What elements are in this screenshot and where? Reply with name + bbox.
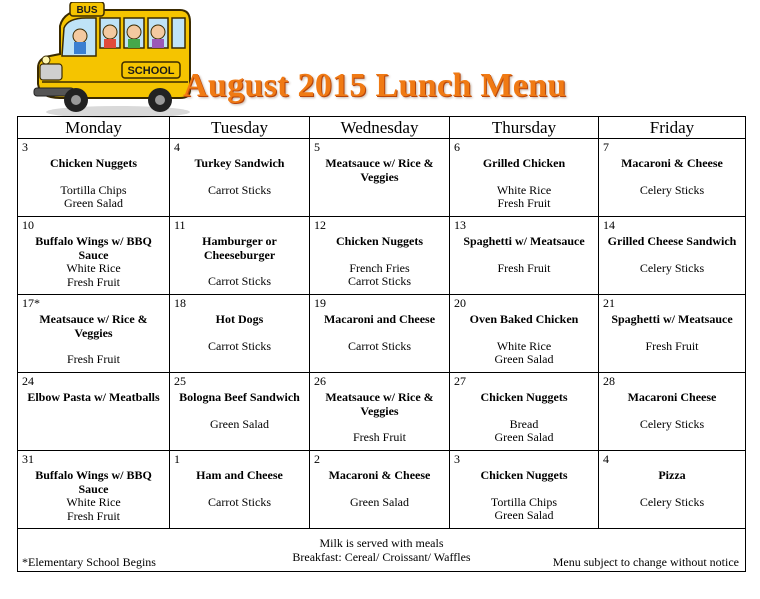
main-dish: Bologna Beef Sandwich (179, 390, 300, 404)
side-dish: White Rice (496, 182, 552, 197)
side-dish: Fresh Fruit (645, 338, 699, 353)
day-number: 4 (174, 140, 180, 154)
side-dish: White Rice (496, 338, 552, 353)
main-dish: Hot Dogs (215, 312, 264, 326)
day-cell (310, 295, 450, 373)
day-cell (170, 217, 310, 295)
main-dish: Chicken Nuggets (480, 390, 568, 404)
side-dish: Tortilla Chips (60, 182, 127, 197)
main-dish: Ham and Cheese (196, 468, 283, 482)
day-cell (599, 217, 746, 295)
main-dish: Buffalo Wings w/ BBQ Sauce (35, 468, 152, 496)
side-dish: Fresh Fruit (66, 352, 120, 366)
page-title: August 2015 Lunch Menu (183, 67, 567, 104)
change-note: Menu subject to change without notice (552, 554, 739, 569)
day-number: 7 (603, 140, 609, 154)
day-cell (450, 295, 599, 373)
day-cell (310, 451, 450, 529)
side-dish: Fresh Fruit (497, 196, 551, 210)
day-number: 25 (174, 374, 186, 388)
lunch-menu-calendar (17, 116, 746, 572)
weekday-header-row (18, 117, 746, 139)
side-dish: Carrot Sticks (208, 182, 271, 197)
day-cell (170, 139, 310, 217)
day-number: 2 (314, 452, 320, 466)
main-dish: Spaghetti w/ Meatsauce (611, 312, 733, 326)
day-number: 11 (174, 218, 186, 232)
side-dish: Green Salad (494, 352, 554, 366)
main-dish: Hamburger or Cheeseburger (202, 234, 277, 262)
day-cell (18, 295, 170, 373)
main-dish: Meatsauce w/ Rice & Veggies (325, 390, 434, 418)
day-number: 1 (174, 452, 180, 466)
side-dish: Carrot Sticks (348, 274, 411, 288)
week-row (18, 373, 746, 451)
weekday-header: Tuesday (170, 117, 310, 139)
day-cell (599, 451, 746, 529)
day-cell (170, 451, 310, 529)
side-dish: Green Salad (350, 494, 409, 509)
main-dish: Chicken Nuggets (49, 156, 137, 170)
week-row (18, 451, 746, 529)
day-number: 12 (314, 218, 326, 232)
side-dish: Green Salad (494, 508, 554, 522)
main-dish: Pizza (658, 468, 686, 482)
main-dish: Macaroni Cheese (627, 390, 717, 404)
day-cell (599, 373, 746, 451)
side-dish: Green Salad (64, 196, 123, 210)
day-number: 17* (22, 296, 40, 310)
weekday-header: Monday (18, 117, 170, 139)
side-dish: Celery Sticks (639, 182, 705, 197)
day-number: 31 (22, 452, 34, 466)
day-cell (450, 217, 599, 295)
day-number: 4 (603, 452, 609, 466)
main-dish: Chicken Nuggets (335, 234, 423, 248)
day-cell (18, 139, 170, 217)
week-row (18, 139, 746, 217)
week-row (18, 295, 746, 373)
side-dish: Tortilla Chips (490, 494, 558, 509)
footer-row (18, 529, 746, 572)
main-dish: Macaroni and Cheese (323, 312, 436, 326)
side-dish: Fresh Fruit (66, 274, 120, 289)
day-cell (18, 451, 170, 529)
bus-sign-text: BUS (76, 5, 98, 16)
main-dish: Meatsauce w/ Rice & Veggies (325, 156, 434, 184)
day-number: 27 (454, 374, 466, 388)
side-dish: Green Salad (210, 416, 269, 431)
side-dish: White Rice (66, 495, 121, 509)
day-cell (599, 139, 746, 217)
side-dish: Bread (509, 416, 539, 431)
day-cell (450, 451, 599, 529)
footer-notes (18, 529, 746, 572)
side-dish: White Rice (66, 261, 121, 275)
day-number: 5 (314, 140, 320, 154)
main-dish: Elbow Pasta w/ Meatballs (27, 390, 160, 404)
day-cell (170, 295, 310, 373)
bus-side-text: SCHOOL (127, 65, 175, 77)
day-number: 10 (22, 218, 34, 232)
main-dish: Chicken Nuggets (480, 468, 568, 482)
main-dish: Spaghetti w/ Meatsauce (463, 234, 585, 248)
main-dish: Macaroni & Cheese (621, 156, 723, 170)
milk-note: Milk is served with meals (319, 536, 444, 550)
side-dish: Carrot Sticks (208, 494, 271, 509)
day-cell (310, 217, 450, 295)
day-cell (450, 139, 599, 217)
side-dish: Carrot Sticks (208, 274, 271, 288)
day-number: 3 (22, 140, 28, 154)
school-bus-icon (30, 2, 196, 120)
elementary-note: *Elementary School Begins (22, 554, 156, 569)
main-dish: Grilled Cheese Sandwich (607, 234, 737, 248)
day-number: 14 (603, 218, 615, 232)
day-number: 3 (454, 452, 460, 466)
main-dish: Macaroni & Cheese (328, 468, 431, 482)
side-dish: Carrot Sticks (208, 338, 271, 353)
day-number: 28 (603, 374, 615, 388)
side-dish: Fresh Fruit (352, 430, 406, 444)
weekday-header: Wednesday (310, 117, 450, 139)
day-number: 13 (454, 218, 466, 232)
day-number: 18 (174, 296, 186, 310)
day-number: 19 (314, 296, 326, 310)
week-row (18, 217, 746, 295)
main-dish: Oven Baked Chicken (469, 312, 579, 326)
side-dish: Celery Sticks (639, 416, 705, 431)
day-cell (450, 373, 599, 451)
side-dish: French Fries (349, 260, 410, 275)
main-dish: Grilled Chicken (482, 156, 566, 170)
side-dish: Celery Sticks (639, 260, 705, 275)
side-dish: Fresh Fruit (497, 260, 551, 275)
side-dish: Green Salad (494, 430, 554, 444)
day-number: 26 (314, 374, 326, 388)
day-cell (310, 139, 450, 217)
day-cell (18, 217, 170, 295)
side-dish: Carrot Sticks (348, 338, 411, 353)
main-dish: Meatsauce w/ Rice & Veggies (39, 312, 148, 340)
day-cell (599, 295, 746, 373)
side-dish: Fresh Fruit (66, 508, 120, 523)
day-number: 21 (603, 296, 615, 310)
day-number: 24 (22, 374, 34, 388)
day-cell (18, 373, 170, 451)
day-cell (310, 373, 450, 451)
weekday-header: Friday (599, 117, 746, 139)
weekday-header: Thursday (450, 117, 599, 139)
side-dish: Celery Sticks (639, 494, 705, 509)
day-number: 6 (454, 140, 460, 154)
day-number: 20 (454, 296, 466, 310)
breakfast-note: Breakfast: Cereal/ Croissant/ Waffles (292, 549, 471, 564)
day-cell (170, 373, 310, 451)
main-dish: Turkey Sandwich (194, 156, 285, 170)
main-dish: Buffalo Wings w/ BBQ Sauce (35, 234, 152, 262)
